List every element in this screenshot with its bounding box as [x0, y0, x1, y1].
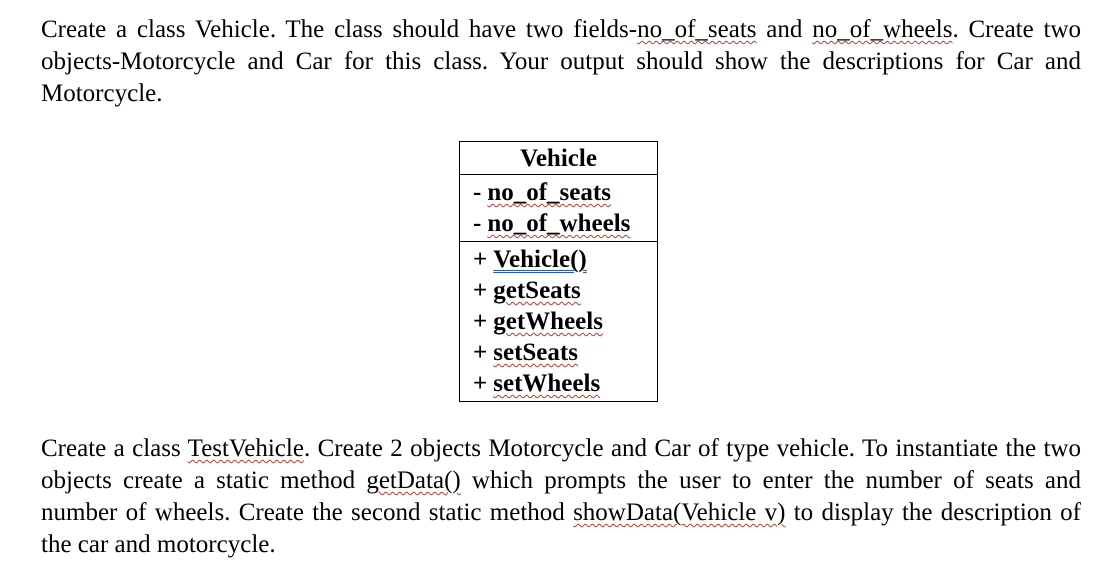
- intro-text-3: . Create two objects-Motorcycle and Car for this class. Your output should show the descriptions for Car and Motorcycle.: [41, 16, 1082, 107]
- intro-paragraph: [41, 14, 1081, 110]
- uml-method-row: [473, 275, 657, 306]
- intro-text-1: Create a class Vehicle. The class should have two fields-: [41, 16, 638, 43]
- method-name: getSeats: [493, 277, 581, 304]
- visibility-public: +: [473, 339, 488, 366]
- visibility-public: +: [473, 308, 488, 335]
- instructions-paragraph: [41, 433, 1081, 561]
- uml-method-row: [473, 368, 657, 399]
- class-name-testvehicle: TestVehicle: [187, 435, 304, 462]
- field-name-wheels: no_of_wheels: [812, 16, 953, 43]
- uml-attribute-row: [473, 177, 657, 208]
- visibility-public: +: [473, 246, 488, 273]
- method-name: getWheels: [493, 308, 603, 335]
- method-name: setWheels: [493, 370, 601, 397]
- visibility-public: +: [473, 370, 488, 397]
- uml-method-row: [473, 337, 657, 368]
- uml-methods: [460, 242, 657, 401]
- method-name-showdata: showData(Vehicle v): [573, 499, 786, 526]
- visibility-public: +: [473, 277, 488, 304]
- instructions-text-2: . Create 2 objects Motorcycle and Car of type vehicle. To instantiate the two objects create a static method: [41, 435, 1081, 494]
- uml-attributes: [460, 175, 657, 242]
- instructions-text-1: Create a class: [41, 435, 188, 462]
- instructions-text-3: which prompts the user to enter the number of seats and number of wheels. Create the second static method: [41, 467, 1082, 526]
- attribute-name: no_of_seats: [487, 179, 611, 206]
- instructions-text-4: to display the description of the car and motorcycle.: [41, 499, 1081, 558]
- uml-attribute-row: [473, 208, 657, 239]
- method-name: Vehicle(): [493, 246, 587, 273]
- uml-class-diagram: [459, 141, 658, 402]
- intro-text-2: and: [756, 16, 813, 43]
- method-name-getdata: getData(): [366, 467, 461, 494]
- visibility-private: -: [473, 179, 482, 206]
- visibility-private: -: [473, 210, 482, 237]
- uml-method-row: [473, 306, 657, 337]
- attribute-name: no_of_wheels: [487, 210, 631, 237]
- uml-method-row: [473, 244, 657, 275]
- uml-class-name: Vehicle: [460, 142, 657, 175]
- field-name-seats: no_of_seats: [637, 16, 757, 43]
- method-name: setSeats: [493, 339, 578, 366]
